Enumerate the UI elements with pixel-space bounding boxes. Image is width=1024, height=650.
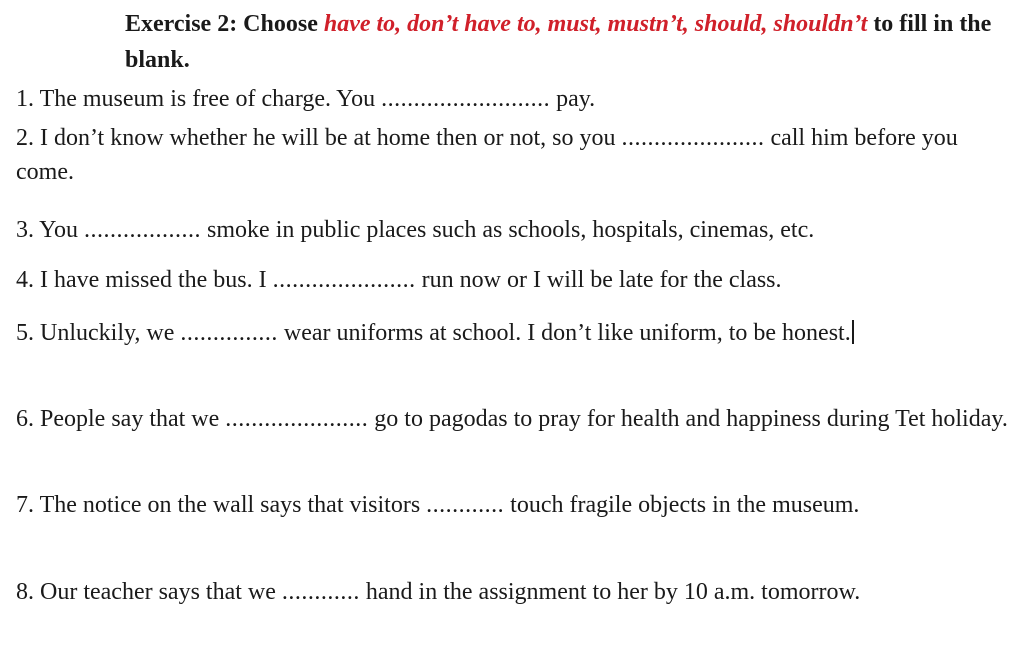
question-text-before: People say that we [40, 406, 220, 432]
question-number: 1. [16, 86, 34, 112]
answer-blank[interactable]: ............... [180, 320, 278, 346]
question-text-before: The museum is free of charge. You [39, 86, 376, 112]
question-5 [16, 316, 1016, 350]
question-1 [16, 82, 1016, 116]
question-text-before: Our teacher says that we [40, 579, 276, 605]
question-text-before: The notice on the wall says that visitors [39, 492, 421, 518]
question-number: 7. [16, 492, 34, 518]
question-text-before: You [39, 217, 79, 243]
exercise-heading [125, 6, 1015, 78]
answer-blank[interactable]: .......................... [381, 86, 551, 112]
exercise-title-prefix: Exercise 2: Choose [125, 11, 318, 37]
question-text-after: smoke in public places such as schools, hospitals, cinemas, etc. [207, 217, 815, 243]
question-number: 8. [16, 579, 34, 605]
answer-blank[interactable]: ............ [426, 492, 505, 518]
exercise-options: have to, don’t have to, must, mustn’t, should, shouldn’t [323, 11, 868, 37]
question-2 [16, 121, 1016, 189]
question-text-after: pay. [556, 86, 596, 112]
text-cursor [852, 320, 854, 344]
question-text-before: I don’t know whether he will be at home then or not, so you [40, 125, 616, 151]
answer-blank[interactable]: ...................... [225, 406, 369, 432]
question-3 [16, 213, 1016, 247]
question-text-after: hand in the assignment to her by 10 a.m. tomorrow. [365, 579, 861, 605]
answer-blank[interactable]: ............ [281, 579, 360, 605]
question-7 [16, 488, 1016, 522]
question-6 [16, 402, 1016, 436]
answer-blank[interactable]: ...................... [272, 267, 416, 293]
exercise-title-suffix: to fill in the blank. [125, 11, 992, 73]
answer-blank[interactable]: ...................... [621, 125, 765, 151]
question-8 [16, 575, 1016, 609]
question-number: 3. [16, 217, 34, 243]
question-text-after: touch fragile objects in the museum. [510, 492, 860, 518]
question-text-before: I have missed the bus. I [40, 267, 267, 293]
question-number: 6. [16, 406, 34, 432]
question-text-before: Unluckily, we [40, 320, 175, 346]
question-4 [16, 263, 1016, 297]
question-number: 2. [16, 125, 34, 151]
question-text-after: wear uniforms at school. I don’t like uniform, to be honest. [283, 320, 851, 346]
question-number: 5. [16, 320, 34, 346]
question-text-after: call him before you come. [16, 125, 958, 185]
answer-blank[interactable]: .................. [84, 217, 202, 243]
question-text-after: run now or I will be late for the class. [421, 267, 782, 293]
question-text-after: go to pagodas to pray for health and happiness during Tet holiday. [374, 406, 1008, 432]
question-number: 4. [16, 267, 34, 293]
